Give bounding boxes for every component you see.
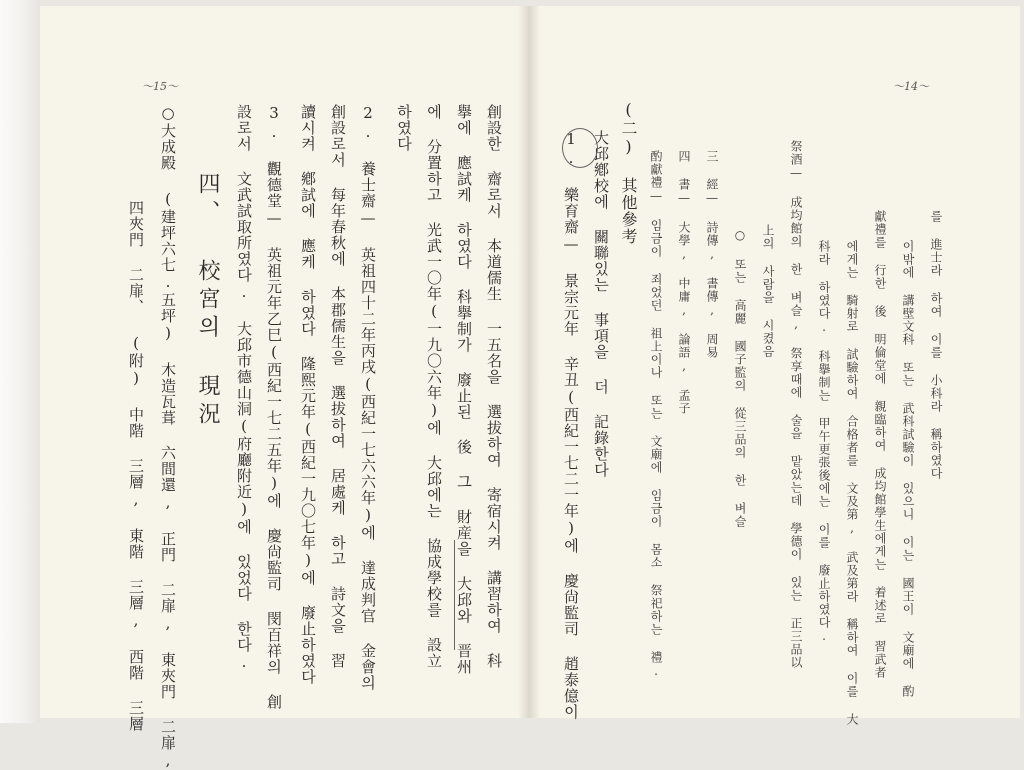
page-number-left: ～15～ [142,80,178,93]
text-column: 讀시켜 鄕試에 應케 하였다 隆熙元年(西紀一九〇七年)에 廢止하였다 [299,104,317,685]
text-column: ○大成殿 (建坪六七.五坪) 木造瓦葺 六間還, 正門 二扉, 東夾門 二扉, [159,104,177,770]
text-column: 設로서 文武試取所였다. 大邱市德山洞(府廳附近)에 있었다 한다. [235,104,253,672]
text-column: 創設한 齋로서 本道儒生 一五名을 選拔하여 寄宿시켜 講習하여 科 [485,104,503,669]
text-column: 1. 樂育齋— 景宗元年 辛丑(西紀一七二一年)에 慶尙監司 趙泰億이 [562,130,580,720]
background-edge [0,0,40,723]
text-column: 獻禮를 行한 後 明倫堂에 親臨하여 成均館學生에게는 着述로 習武者 [873,210,887,679]
text-column: 3. 觀德堂— 英祖元年乙巳(西紀一七二五年)에 慶尙監司 閔百祥의 創 [265,104,283,710]
text-column: 祭酒— 成均館의 한 벼슬, 祭享때에 술을 맡았는데 學德이 있는 正三品以 [789,140,803,669]
text-column: 2. 養士齋— 英祖四十二年丙戌(西紀一七六六年)에 達成判官 金會의 [359,104,377,691]
text-column: 이밖에 講壁文科 또는 武科試驗이 있으니 이는 國王이 文廟에 酌 [901,240,915,698]
book-gutter [518,6,540,718]
circled-annotation [562,128,598,168]
text-column: 에게는 騎射로 試驗하여 合格者를 文及第, 武及第라 稱하여 이를 大 [845,240,859,726]
text-column: 上의 사람을 시켰음 [761,224,775,358]
text-column: 擧에 應試케 하였다 科擧制가 廢止된 後 그 財産을 大邱와 晋州 [455,104,473,675]
text-column: ○ 또는 高麗 國子監의 從三品의 한 벼슬 [733,228,747,528]
text-column: 四夾門 二扉、 (附) 中階 三層, 東階 三層, 西階 三層 [127,200,145,732]
text-column: 를 進士라 하여 이를 小科라 稱하였다 [929,210,943,480]
section-heading: (二) 其他參考 [619,100,638,245]
text-column: 에 分置하고 光武一〇年(一九〇六年)에 大邱에는 協成學校를 設立 [425,104,443,669]
page-number-right: ～14～ [893,80,929,93]
text-column: 하였다 [395,104,413,152]
text-column: 三 經— 詩傳, 書傳, 周易 [705,150,719,359]
text-column: 創設로서 每年春秋에 本郡儒生을 選拔하여 居處케 하고 詩文을 習 [329,104,347,669]
text-column: 四 書— 大學, 中庸, 論語, 孟子 [677,150,691,415]
margin-mark [454,540,455,650]
text-column: 大邱鄕校에 關聯있는 事項을 더 記錄한다 [592,130,610,478]
text-column: 酌獻禮— 임금이 죄었던 祖上이나 또는 文廟에 임금이 몸소 祭祀하는 禮. [649,150,663,679]
text-column: 科라 하였다. 科擧制는 甲午更張後에는 이를 廢止하였다. [817,240,831,644]
section-heading: 四、 校宮의 現況 [195,172,220,430]
